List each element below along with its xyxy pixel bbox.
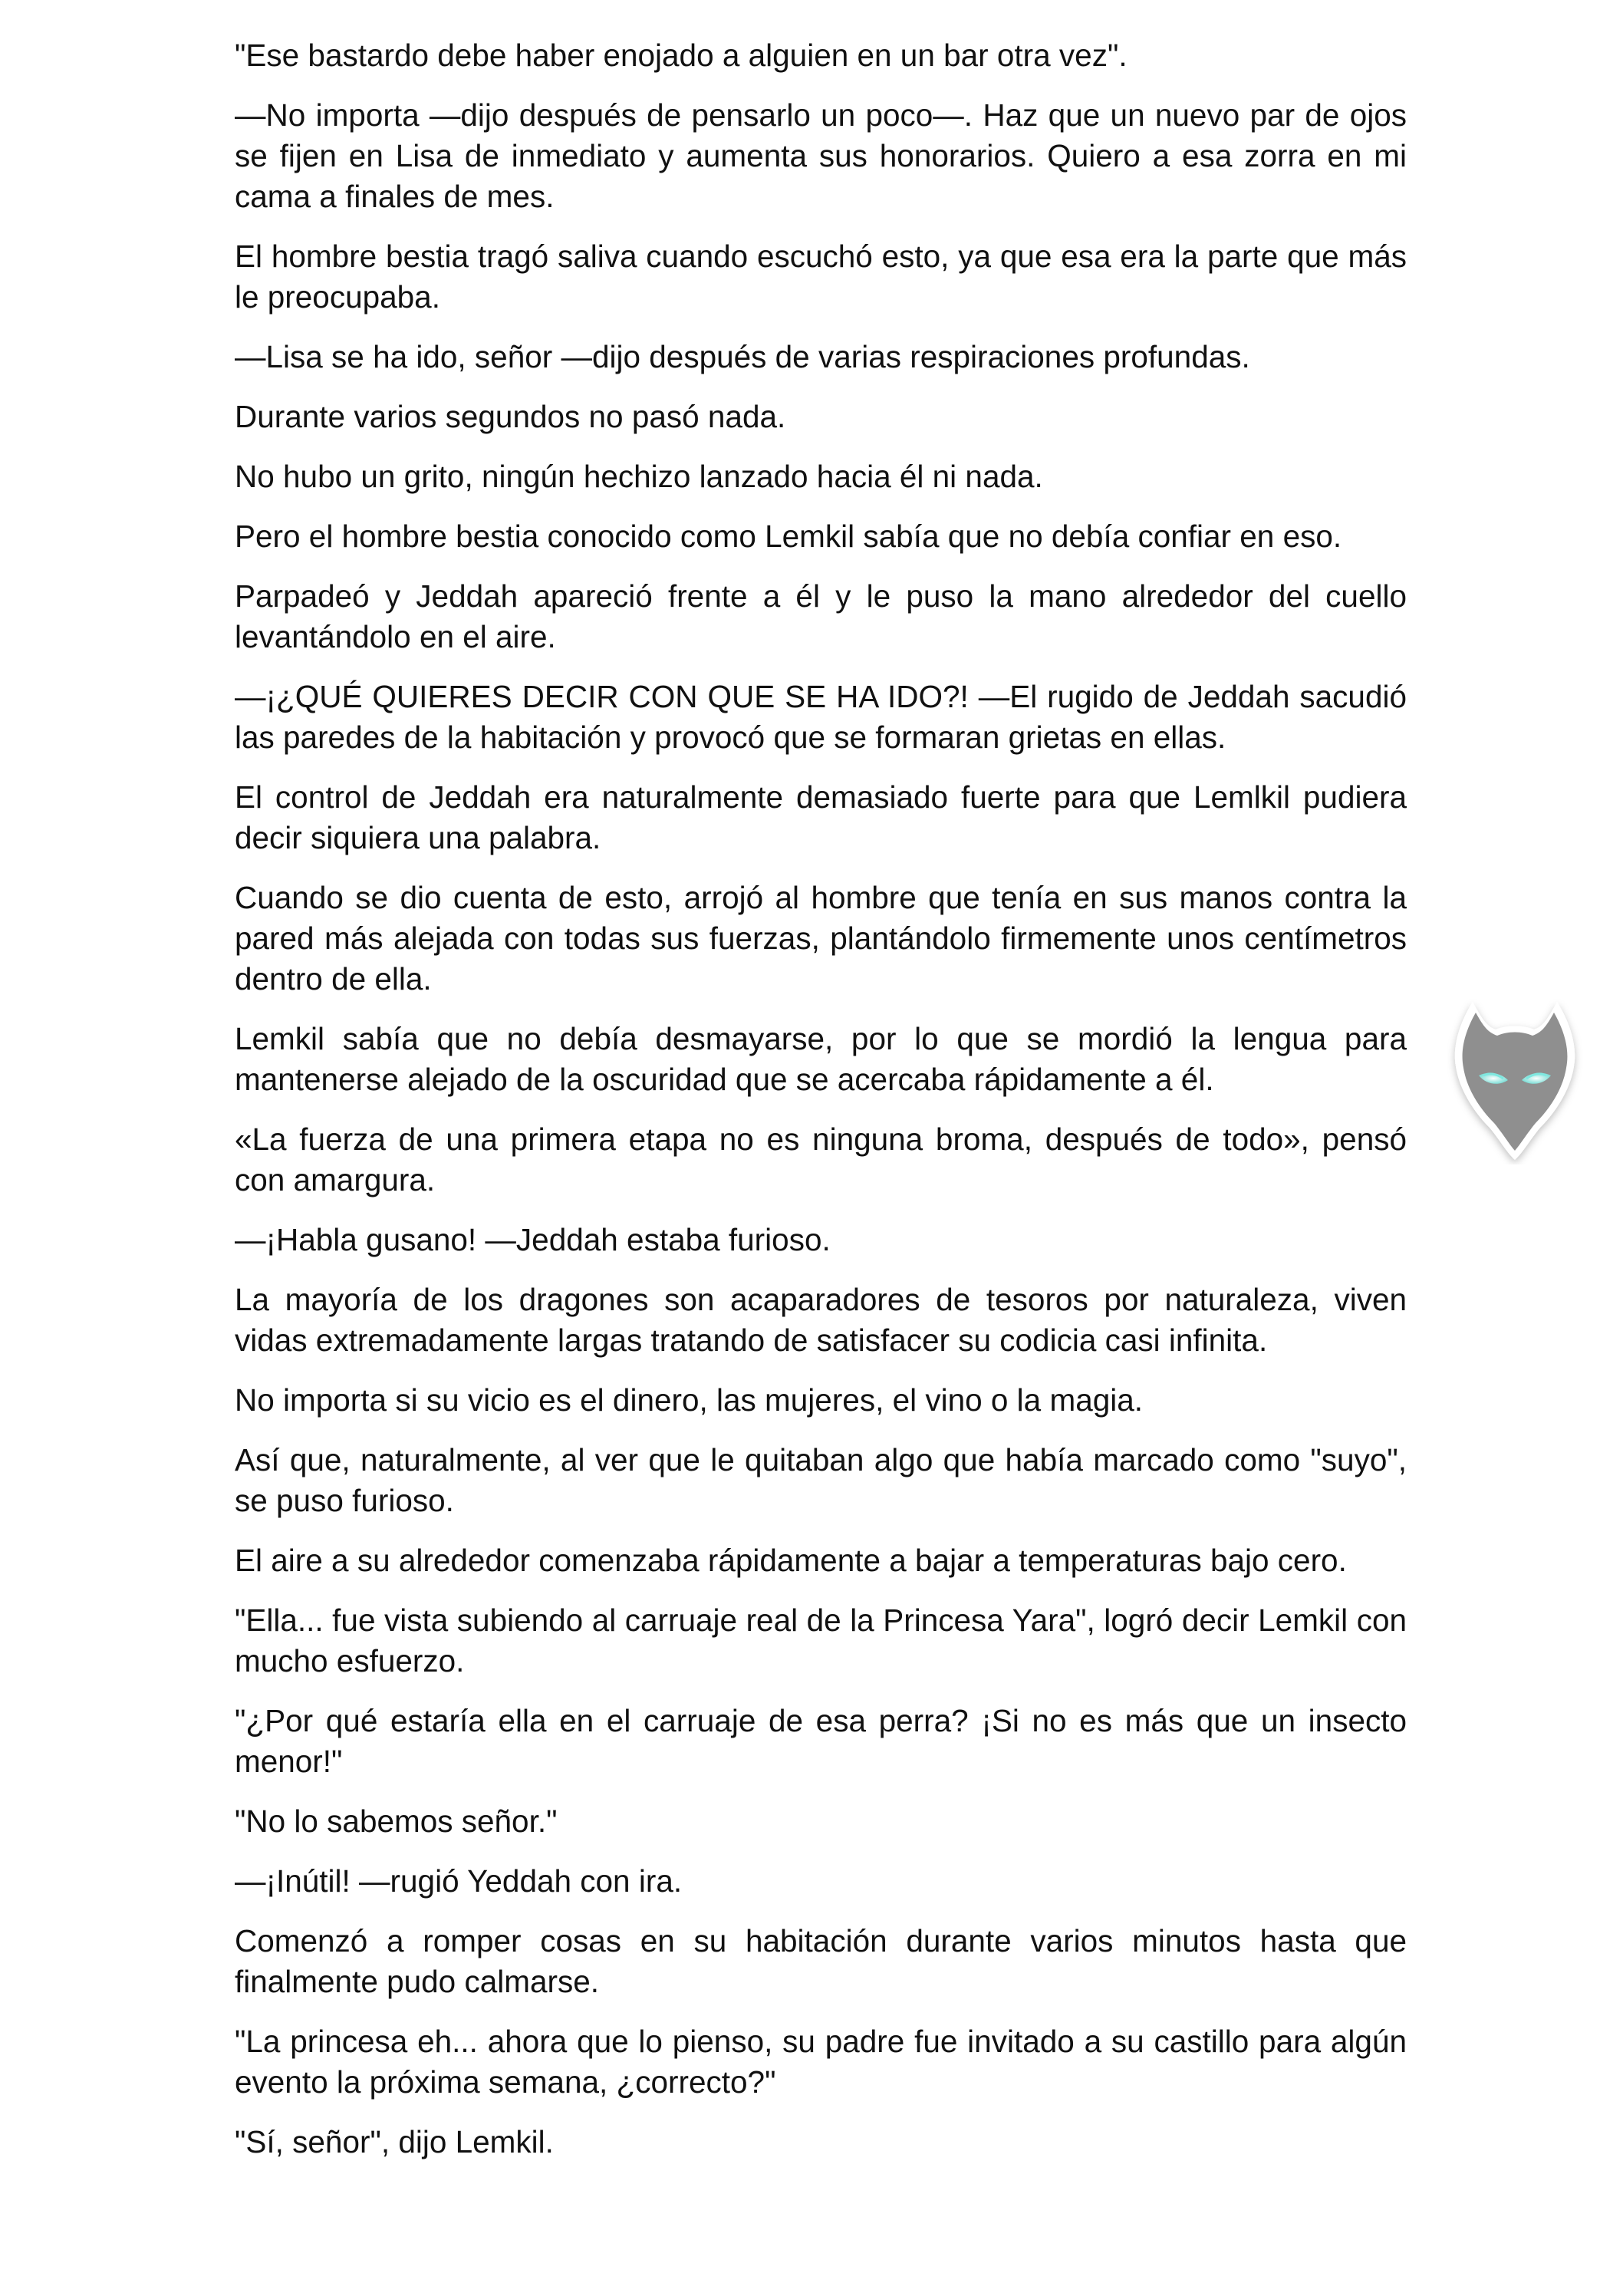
paragraph: El hombre bestia tragó saliva cuando escuchó esto, ya que esa era la parte que más le preocupaba. [235,239,1407,315]
paragraph: Comenzó a romper cosas en su habitación durante varios minutos hasta que finalmente pudo calmarse. [235,1923,1407,1999]
paragraph: —No importa —dijo después de pensarlo un poco—. Haz que un nuevo par de ojos se fijen en Lisa de inmediato y aumenta sus honorarios. Quiero a esa zorra en mi cama a finales de mes. [235,97,1407,214]
paragraph: Parpadeó y Jeddah apareció frente a él y le puso la mano alrededor del cuello levantándolo en el aire. [235,578,1407,654]
document-body [235,35,1407,2182]
paragraph: "Sí, señor", dijo Lemkil. [235,2124,554,2159]
demon-head-logo-icon [1442,996,1588,1164]
paragraph: «La fuerza de una primera etapa no es ninguna broma, después de todo», pensó con amargura. [235,1122,1407,1197]
paragraph: No hubo un grito, ningún hechizo lanzado hacia él ni nada. [235,459,1043,494]
paragraph: La mayoría de los dragones son acaparadores de tesoros por naturaleza, viven vidas extremadamente largas tratando de satisfacer su codicia casi infinita. [235,1282,1407,1358]
paragraph: El control de Jeddah era naturalmente demasiado fuerte para que Lemlkil pudiera decir siquiera una palabra. [235,779,1407,855]
paragraph: El aire a su alrededor comenzaba rápidamente a bajar a temperaturas bajo cero. [235,1543,1347,1578]
paragraph: Pero el hombre bestia conocido como Lemkil sabía que no debía confiar en eso. [235,519,1342,554]
paragraph: Durante varios segundos no pasó nada. [235,399,786,434]
paragraph: —¡¿QUÉ QUIERES DECIR CON QUE SE HA IDO?! —El rugido de Jeddah sacudió las paredes de la habitación y provocó que se formaran grietas en ellas. [235,679,1407,755]
paragraph: No importa si su vicio es el dinero, las mujeres, el vino o la magia. [235,1382,1144,1418]
paragraph: "¿Por qué estaría ella en el carruaje de esa perra? ¡Si no es más que un insecto menor!" [235,1703,1407,1779]
paragraph: Lemkil sabía que no debía desmayarse, por lo que se mordió la lengua para mantenerse alejado de la oscuridad que se acercaba rápidamente a él. [235,1021,1407,1097]
paragraph: Así que, naturalmente, al ver que le quitaban algo que había marcado como "suyo", se puso furioso. [235,1442,1407,1518]
paragraph: —¡Habla gusano! —Jeddah estaba furioso. [235,1222,831,1257]
paragraph: —Lisa se ha ido, señor —dijo después de varias respiraciones profundas. [235,339,1250,374]
paragraph: "Ese bastardo debe haber enojado a alguien en un bar otra vez". [235,38,1128,73]
paragraph: —¡Inútil! —rugió Yeddah con ira. [235,1863,683,1899]
paragraph: "Ella... fue vista subiendo al carruaje real de la Princesa Yara", logró decir Lemkil con mucho esfuerzo. [235,1603,1407,1678]
paragraph: Cuando se dio cuenta de esto, arrojó al hombre que tenía en sus manos contra la pared más alejada con todas sus fuerzas, plantándolo firmemente unos centímetros dentro de ella. [235,880,1407,996]
paragraph: "No lo sabemos señor." [235,1804,558,1839]
paragraph: "La princesa eh... ahora que lo pienso, su padre fue invitado a su castillo para algún evento la próxima semana, ¿correcto?" [235,2024,1407,2100]
